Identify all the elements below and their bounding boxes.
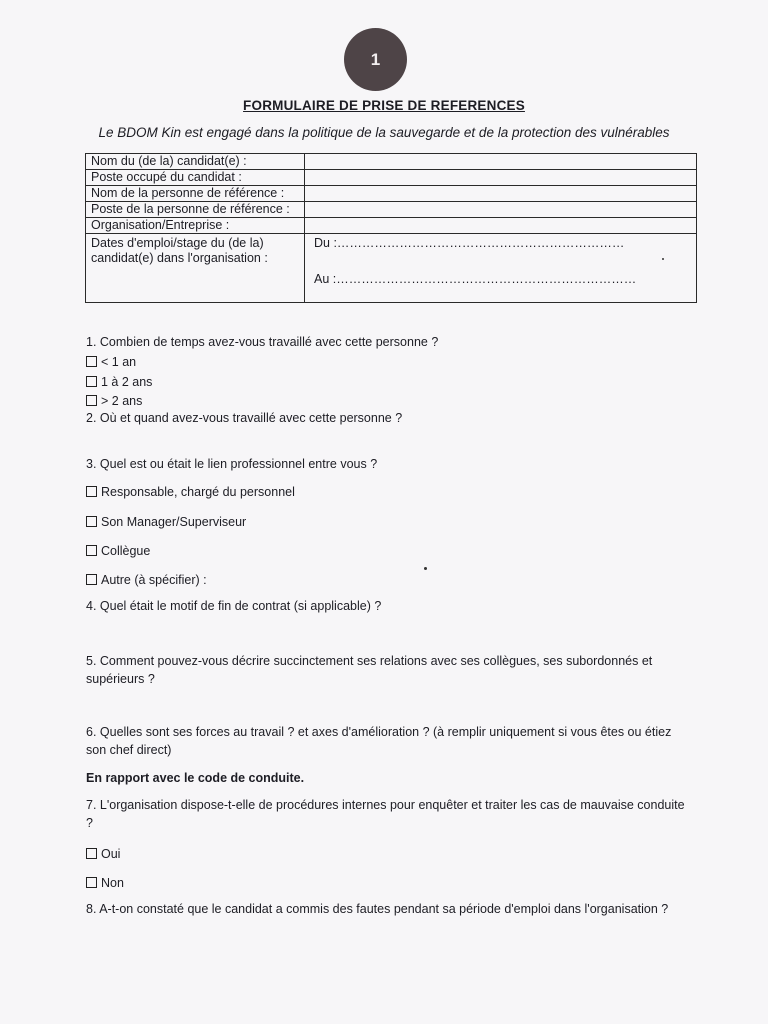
checkbox-icon — [86, 877, 97, 888]
q7-option-non[interactable] — [86, 875, 124, 891]
option-label: Son Manager/Superviseur — [101, 515, 247, 529]
organisation-field[interactable] — [305, 218, 697, 234]
organisation-label: Organisation/Entreprise : — [86, 218, 305, 234]
question-4: 4. Quel était le motif de fin de contrat (si applicable) ? — [86, 599, 382, 613]
question-2: 2. Où et quand avez-vous travaillé avec cette personne ? — [86, 411, 403, 425]
candidate-info-table — [85, 153, 697, 303]
employment-dates-label: Dates d'emploi/stage du (de la) candidat(e) dans l'organisation : — [86, 234, 305, 303]
question-8: 8. A-t-on constaté que le candidat a commis des fautes pendant sa période d'emploi dans l'organisation ? — [86, 902, 669, 916]
form-title: FORMULAIRE DE PRISE DE REFERENCES — [243, 98, 525, 113]
checkbox-icon — [86, 395, 97, 406]
table-row — [86, 218, 697, 234]
q3-option-autre[interactable] — [86, 572, 207, 588]
page-number-badge — [344, 28, 407, 91]
candidate-position-label: Poste occupé du candidat : — [86, 170, 305, 186]
table-row — [86, 170, 697, 186]
conduct-section-heading: En rapport avec le code de conduite. — [86, 771, 305, 785]
question-6: 6. Quelles sont ses forces au travail ? et axes d'amélioration ? (à remplir uniquement si vous êtes ou étiez son chef direct) — [86, 725, 672, 757]
q1-option-more-2[interactable] — [86, 393, 142, 409]
candidate-name-label: Nom du (de la) candidat(e) : — [86, 154, 305, 170]
question-7: 7. L'organisation dispose-t-elle de procédures internes pour enquêter et traiter les cas de mauvaise conduite ? — [86, 798, 685, 830]
checkbox-icon — [86, 486, 97, 497]
q3-option-manager[interactable] — [86, 514, 246, 530]
option-label: 1 à 2 ans — [101, 375, 153, 389]
table-row — [86, 234, 697, 303]
candidate-position-field[interactable] — [305, 170, 697, 186]
option-label: Oui — [101, 847, 121, 861]
option-label: < 1 an — [101, 355, 137, 369]
option-label: Autre (à spécifier) : — [101, 573, 207, 587]
q1-option-1-2[interactable] — [86, 374, 152, 390]
table-row — [86, 186, 697, 202]
scan-speck — [424, 567, 427, 570]
table-row — [86, 154, 697, 170]
question-5: 5. Comment pouvez-vous décrire succinctement ses relations avec ses collègues, ses subordonnés et supérieurs ? — [86, 654, 653, 686]
date-to: Au :……………………………………………………………… — [314, 272, 637, 286]
reference-position-label: Poste de la personne de référence : — [86, 202, 305, 218]
reference-name-field[interactable] — [305, 186, 697, 202]
checkbox-icon — [86, 516, 97, 527]
form-subtitle: Le BDOM Kin est engagé dans la politique de la sauvegarde et de la protection des vulnérables — [98, 125, 670, 140]
q3-option-collegue[interactable] — [86, 543, 150, 559]
option-label: Non — [101, 876, 124, 890]
page-number: 1 — [370, 49, 381, 69]
checkbox-icon — [86, 545, 97, 556]
candidate-name-field[interactable] — [305, 154, 697, 170]
employment-dates-field[interactable] — [305, 234, 697, 303]
q1-option-less-1[interactable] — [86, 354, 136, 370]
checkbox-icon — [86, 848, 97, 859]
q7-option-oui[interactable] — [86, 846, 120, 862]
checkbox-icon — [86, 356, 97, 367]
q3-option-responsable[interactable] — [86, 484, 295, 500]
date-from: Du :…………………………………………………………… — [314, 236, 625, 250]
checkbox-icon — [86, 376, 97, 387]
scan-speck — [662, 258, 664, 260]
option-label: > 2 ans — [101, 394, 143, 408]
option-label: Collègue — [101, 544, 151, 558]
reference-name-label: Nom de la personne de référence : — [86, 186, 305, 202]
table-row — [86, 202, 697, 218]
checkbox-icon — [86, 574, 97, 585]
question-3: 3. Quel est ou était le lien professionnel entre vous ? — [86, 457, 378, 471]
question-1: 1. Combien de temps avez-vous travaillé avec cette personne ? — [86, 335, 439, 349]
option-label: Responsable, chargé du personnel — [101, 485, 295, 499]
reference-position-field[interactable] — [305, 202, 697, 218]
